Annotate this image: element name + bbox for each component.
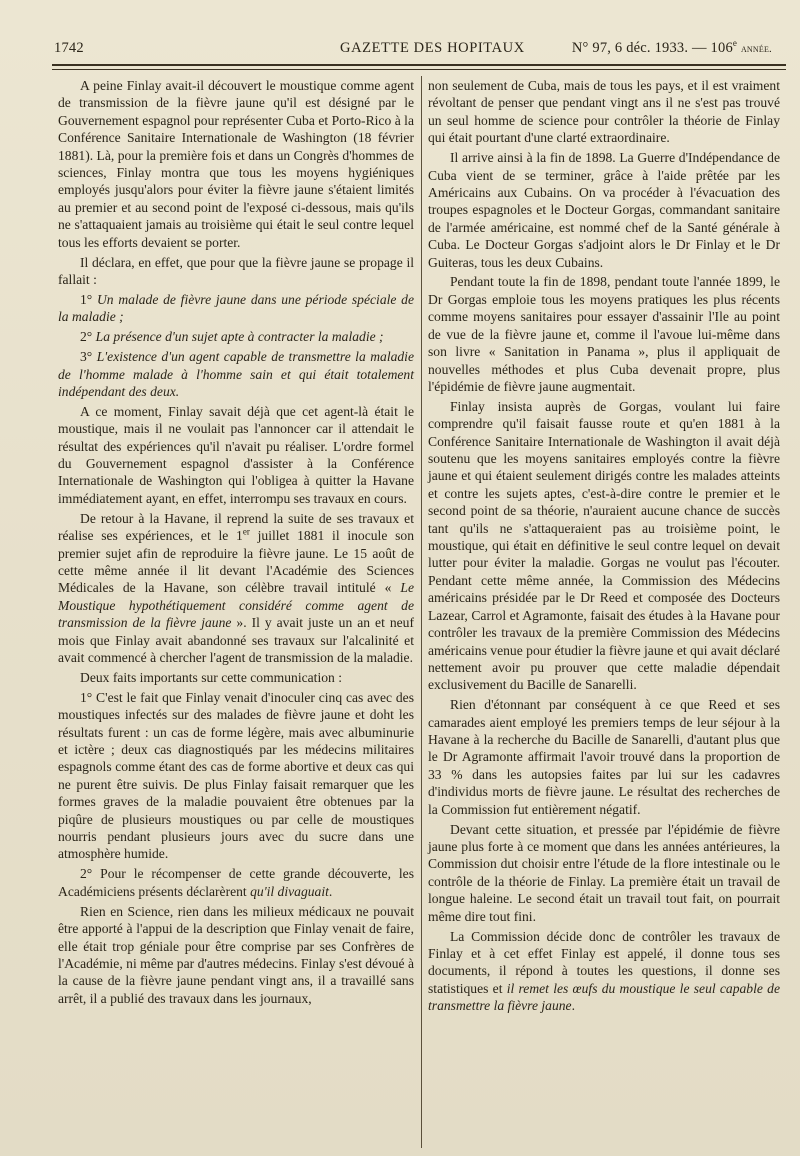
- paragraph: La Commission décide donc de contrôler les travaux de Finlay et à cet effet Finlay est appelé, il donne tous ses documents, il répond à toutes les questions, il donne ses statistiques et il remet les œufs du moustique le seul capable de transmettre la fièvre jaune.: [428, 928, 780, 1014]
- paragraph: Il arrive ainsi à la fin de 1898. La Guerre d'Indépendance de Cuba vient de se terminer, grâce à l'aide prêtée par les Américains aux Cubains. On va procéder à l'évacuation des troupes espagnoles et le Docteur Gorgas, commandant sanitaire de l'armée américaine, est nommé chef de la Santé générale à Cuba. Le Docteur Gorgas s'adjoint alors le Dr Finlay et le Dr Guiteras, tous les deux Cubains.: [428, 150, 780, 270]
- paragraph: Pendant toute la fin de 1898, pendant toute l'année 1899, le Dr Gorgas emploie tous les moyens pratiques les plus récents comme moyens sanitaires pour essayer d'assainir l'Ile au point de vue de la fièvre jaune et, comme il l'avoue lui-même dans son livre « Sanitation in Panama », plus il appliquait de nouvelles méthodes et plus Cuba devenait propre, plus l'épidémie de fièvre jaune augmentait.: [428, 274, 780, 394]
- condition-2: 2° La présence d'un sujet apte à contracter la maladie ;: [80, 329, 384, 345]
- issue-info: N° 97, 6 déc. 1933. — 106e année.: [571, 38, 772, 56]
- paragraph: non seulement de Cuba, mais de tous les pays, et il est vraiment révoltant de penser que pendant vingt ans il ne s'est pas trouvé un seul homme de science pour contrôler la théorie de Finlay qui était pourtant d'une clarté extraordinaire.: [428, 78, 780, 146]
- column-divider: [421, 76, 422, 1148]
- paragraph: Rien d'étonnant par conséquent à ce que Reed et ses camarades aient employé les premiers temps de leur séjour à la Havane à la recherche du Bacille de Sanarelli, d'autant plus que le Dr Agramonte affirmait l'avoir trouvé dans la proportion de 33 % dans les autopsies faites par lui sur les cadavres d'individus morts de fièvre jaune. Le résultat des recherches de la Commission fut entièrement négatif.: [428, 697, 780, 817]
- right-column: [428, 77, 780, 1017]
- paragraph: A peine Finlay avait-il découvert le moustique comme agent de transmission de la fièvre jaune qu'il est désigné par le Gouvernement espagnol pour représenter Cuba et Porto-Rico à la Conférence Sanitaire Internationale de Washington (18 février 1881). Là, pour la première fois et dans un Congrès d'hommes de sciences, Finlay montra que tous les moyens hygiéniques employés jusqu'alors pour éviter la fièvre jaune s'étaient limités au premier et au second point de l'exposé ci-dessous, mais qu'ils ne s'attaquaient jamais au troisième qui était le seul contre lequel tous les efforts devaient se porter.: [58, 78, 414, 250]
- paragraph: De retour à la Havane, il reprend la suite de ses travaux et réalise ses expériences, et le 1er juillet 1881 il inocule son premier sujet afin de reproduire la fièvre jaune. Le 15 août de cette même année il lit devant l'Académie des Sciences Médicales de la Havane, son célèbre travail intitulé « Le Moustique hypothétiquement considéré comme agent de transmission de la fièvre jaune ». Il y avait juste un an et neuf mois que Finlay avait abandonné ses travaux sur l'alcalinité et avait commencé à chercher l'agent de transmission de la maladie.: [58, 510, 415, 665]
- page-number: 1742: [54, 40, 84, 56]
- condition-3: 3° L'existence d'un agent capable de transmettre la maladie de l'homme malade à l'homme sain et qui était totalement indépendant des deux.: [58, 349, 414, 399]
- paragraph: Deux faits importants sur cette communication :: [80, 669, 342, 685]
- paragraph: Il déclara, en effet, que pour que la fièvre jaune se propage il fallait :: [58, 254, 414, 287]
- paragraph: 2° Pour le récompenser de cette grande découverte, les Académiciens présents déclarèrent qu'il divaguait.: [58, 866, 414, 899]
- left-column: [58, 77, 414, 1010]
- header-rule-thin: [52, 69, 786, 70]
- paragraph: Rien en Science, rien dans les milieux médicaux ne pouvait être apporté à l'appui de la description que Finlay venait de faire, elle était trop géniale pour être comprise par ses Confrères de l'Académie, ni même par d'autres médecins. Finlay s'est dévoué à la cause de la fièvre jaune pendant vingt ans, il a travaillé sans arrêt, il a publié des travaux dans les journaux,: [58, 903, 414, 1006]
- paragraph: A ce moment, Finlay savait déjà que cet agent-là était le moustique, mais il ne voulait pas l'annoncer car il attendait le résultat des expériences qu'il n'avait pu réaliser. L'ordre formel du Gouvernement espagnol d'assister à la Conférence Internationale de Washington qui l'obligea à quitter la Havane immédiatement ayant, en effet, interrompu ses travaux en cours.: [58, 403, 414, 506]
- paragraph: Finlay insista auprès de Gorgas, voulant lui faire comprendre qu'il faisait fausse route et qu'en 1881 à la Conférence Sanitaire Internationale de Washington il avait déjà soutenu que les moyens sanitaires employés contre la fièvre jaune et qui étaient seulement dirigés contre les malades atteints et contre les sujets aptes, c'est-à-dire contre le premier et le second point de sa théorie, n'auraient aucune chance de succès tant qu'ils ne s'attaqueraient pas au troisième point, le moustique, qui était en définitive le seul contre lequel on devait lutter pour éviter la maladie. Gorgas ne voulut pas l'écouter. Pendant cette même année, la Commission des Médecins américains présidée par le Dr Reed et composée des Docteurs Lazear, Carrol et Agramonte, faisait des études à la Havane pour contrôler les travaux de la première Commission des Médecins américains venue pour étudier la fièvre jaune et qui avait déclaré nettement avoir pu prouver que cette maladie dépendait exclusivement du Bacille de Sanarelli.: [428, 398, 780, 693]
- paragraph: Devant cette situation, et pressée par l'épidémie de fièvre jaune plus forte à ce moment que dans les années antérieures, la Commission dut choisir entre l'étude de la flore intestinale ou le contrôle de la théorie de Finlay. La première était un travail de longue haleine. Le second était un travail tout fait, on pourrait même dire tout fini.: [428, 821, 780, 924]
- condition-1: 1° Un malade de fièvre jaune dans une période spéciale de la maladie ;: [58, 291, 414, 325]
- page-header: [52, 38, 782, 62]
- journal-title: GAZETTE DES HOPITAUX: [340, 40, 525, 56]
- header-rule: [52, 64, 786, 66]
- paragraph: 1° C'est le fait que Finlay venait d'inoculer cinq cas avec des moustiques infectés sur des malades de fièvre jaune et doht les résultats furent : un cas de forme légère, mais avec albuminurie et ictère ; deux cas diagnostiqués par les médecins militaires espagnols comme étant des cas de forme abortive et deux cas qui ne purent être suivis. De plus Finlay faisait remarquer que les formes graves de la maladie pouvaient être obtenues par la piqûre de plusieurs moustiques ou par celle de moustiques nourris pendant plusieurs jours avec du sucre dans une atmosphère humide.: [58, 689, 414, 862]
